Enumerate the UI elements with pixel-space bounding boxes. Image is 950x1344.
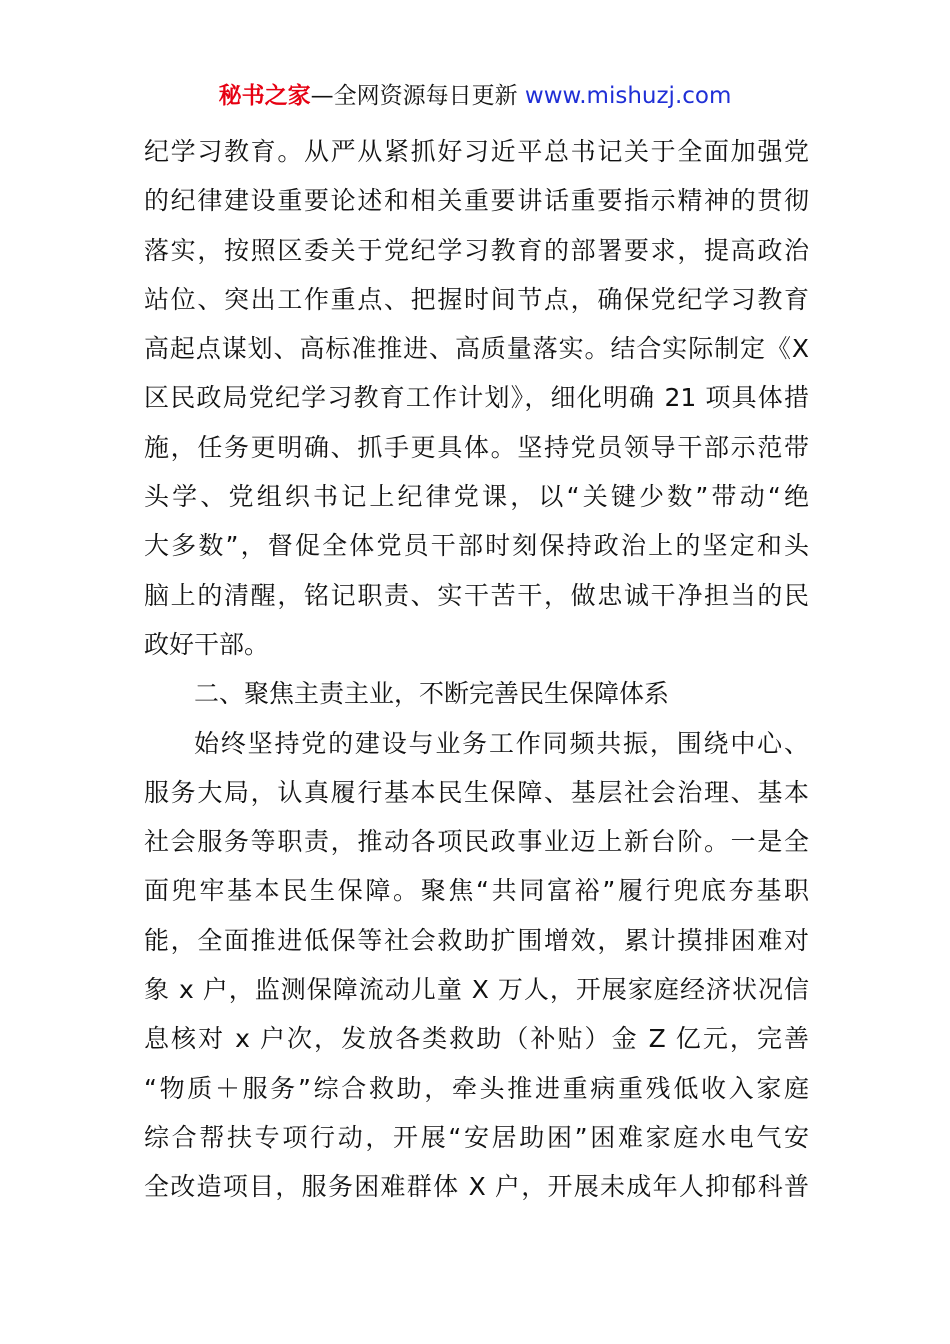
body-line: 政好干部。 (144, 629, 270, 659)
body-line: 纪学习教育。从严从紧抓好习近平总书记关于全面加强党 (144, 137, 809, 166)
body-line: “物质＋服务”综合救助，牵头推进重病重残低收入家庭 (144, 1073, 809, 1103)
body-line: 站位、突出工作重点、把握时间节点，确保党纪学习教育 (144, 284, 809, 314)
body-line: 施，任务更明确、抓手更具体。坚持党员领导干部示范带 (144, 432, 809, 462)
body-line: 落实，按照区委关于党纪学习教育的部署要求，提高政治 (144, 235, 809, 265)
body-line: 大多数”，督促全体党员干部时刻保持政治上的坚定和头 (144, 531, 809, 561)
body-line: 全改造项目，服务困难群体 X 户，开展未成年人抑郁科普 (144, 1172, 809, 1202)
body-line: 社会服务等职责，推动各项民政事业迈上新台阶。一是全 (144, 827, 809, 857)
body-line: 象 x 户，监测保障流动儿童 X 万人，开展家庭经济状况信 (144, 975, 809, 1005)
body-line: 区民政局党纪学习教育工作计划》，细化明确 21 项具体措 (144, 383, 809, 413)
body-line: 始终坚持党的建设与业务工作同频共振，围绕中心、 (194, 728, 809, 758)
body-line: 息核对 x 户次，发放各类救助（补贴）金 Z 亿元，完善 (144, 1024, 809, 1054)
body-line: 头学、党组织书记上纪律党课，以“关键少数”带动“绝 (144, 482, 809, 512)
document-body (144, 127, 809, 1212)
site-url-link[interactable]: www.mishuzj.com (524, 83, 732, 109)
section-heading: 二、聚焦主责主业，不断完善民生保障体系 (194, 679, 670, 709)
body-line: 的纪律建设重要论述和相关重要讲话重要指示精神的贯彻 (144, 186, 809, 216)
body-line: 服务大局，认真履行基本民生保障、基层社会治理、基本 (144, 777, 809, 807)
body-line: 综合帮扶专项行动，开展“安居助困”困难家庭水电气安 (144, 1122, 809, 1152)
body-line: 脑上的清醒，铭记职责、实干苦干，做忠诚干净担当的民 (144, 580, 809, 610)
site-brand: 秘书之家 (218, 83, 311, 109)
body-line: 高起点谋划、高标准推进、高质量落实。结合实际制定《X (144, 334, 809, 364)
site-tagline: —全网资源每日更新 (310, 83, 525, 109)
body-line: 面兜牢基本民生保障。聚焦“共同富裕”履行兜底夯基职 (144, 876, 809, 906)
body-line: 能，全面推进低保等社会救助扩围增效，累计摸排困难对 (144, 925, 809, 955)
site-header (0, 80, 950, 112)
